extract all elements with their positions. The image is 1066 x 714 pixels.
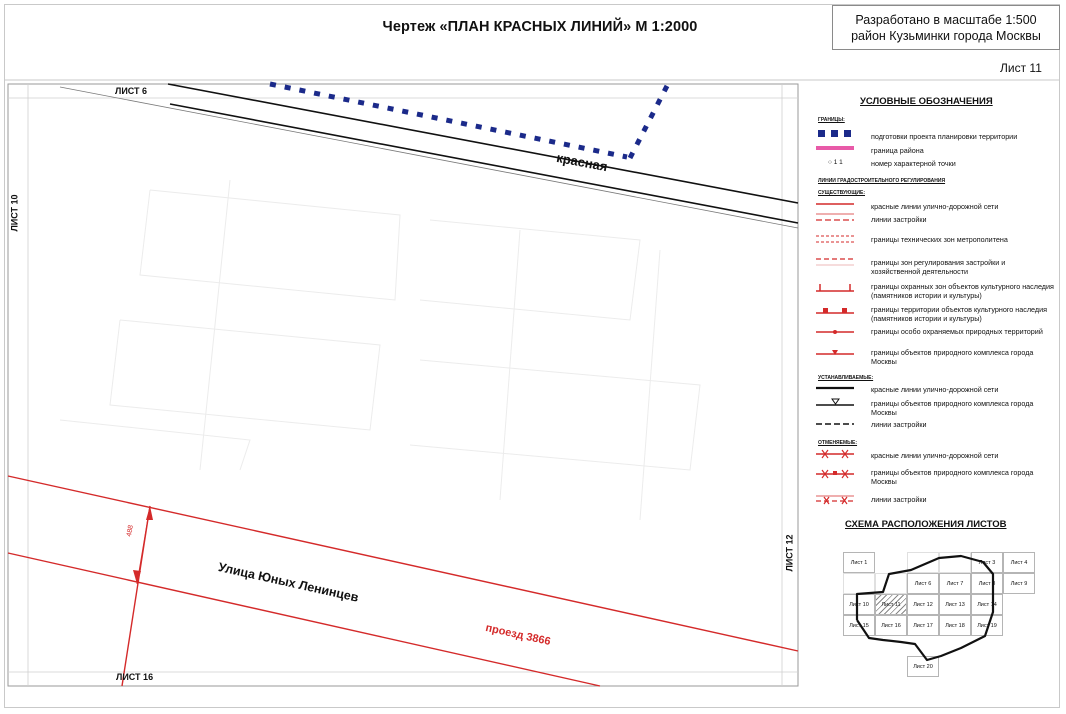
legend-item-existing-0: красные линии улично-дорожной сети [871, 202, 999, 211]
sheet-scheme [843, 552, 1033, 678]
legend-item-existing-4: границы охранных зон объектов культурного наследия (памятников истории и культуры) [871, 282, 1054, 300]
legend-item-existing-2: границы технических зон метрополитена [871, 235, 1008, 244]
scheme-cell: Лист 8 [971, 573, 1003, 594]
legend-section-cancelled: ОТМЕНЯЕМЫЕ: [818, 440, 858, 446]
legend-symbol-nature [816, 347, 854, 361]
legend-item-point: номер характерной точки [871, 159, 956, 168]
legend-section-lines: ЛИНИИ ГРАДОСТРОИТЕЛЬНОГО РЕГУЛИРОВАНИЯ [818, 178, 946, 184]
legend-symbol-red-lines [816, 197, 854, 211]
district-outline [843, 552, 1033, 678]
stamp-line-1: Разработано в масштабе 1:500 [855, 13, 1037, 27]
legend-item-existing-5: границы территории объектов культурного наследия (памятников истории и культуры) [871, 305, 1047, 323]
scheme-cell: Лист 13 [939, 594, 971, 615]
sheet-label-top: ЛИСТ 6 [115, 86, 148, 96]
project-boundary-top [270, 84, 627, 157]
scheme-cell: Лист 9 [1003, 573, 1035, 594]
street-label-krasnaya: красная [555, 150, 609, 175]
legend-symbol-project [816, 127, 854, 141]
scheme-cell: Лист 19 [971, 615, 1003, 636]
black-line-upper [168, 84, 798, 203]
legend-point-symbol: ○ 1 1 [828, 159, 843, 166]
legend-item-established-2: линии застройки [871, 420, 927, 429]
red-line-upper [8, 476, 798, 651]
legend-item-existing-7: границы объектов природного комплекса города Москвы [871, 348, 1034, 366]
project-boundary-diag [630, 84, 668, 158]
legend-item-cancelled-0: красные линии улично-дорожной сети [871, 451, 999, 460]
scheme-cell: Лист 4 [1003, 552, 1035, 573]
legend-symbol-est-red [816, 381, 854, 395]
legend-symbol-cancel-red [816, 447, 854, 461]
legend-symbol-district [816, 141, 854, 155]
scheme-cell: Лист 15 [843, 615, 875, 636]
legend-section-borders: ГРАНИЦЫ: [818, 117, 845, 123]
background-buildings [60, 180, 700, 520]
legend-item-established-0: красные линии улично-дорожной сети [871, 385, 999, 394]
legend-item-existing-1: линии застройки [871, 215, 927, 224]
scheme-cell: Лист 3 [971, 552, 1003, 573]
legend-symbol-heritage-territory [816, 303, 854, 317]
drawing-title: Чертеж «ПЛАН КРАСНЫХ ЛИНИЙ» М 1:2000 [382, 19, 698, 35]
sheet-label-right: ЛИСТ 12 [784, 534, 795, 572]
legend-item-cancelled-1: границы объектов природного комплекса города Москвы [871, 468, 1034, 486]
scheme-cell-current: Лист 11 [875, 594, 907, 615]
scheme-cell: Лист 16 [875, 615, 907, 636]
scheme-cell: Лист 1 [843, 552, 875, 573]
red-line-lower [8, 553, 600, 686]
passage-label: проезд 3866 [484, 622, 552, 649]
legend-item-existing-6: границы особо охраняемых природных территорий [871, 327, 1043, 336]
scheme-cell: Лист 18 [939, 615, 971, 636]
legend-point-label: 1 1 [833, 159, 843, 166]
legend-item-district: граница района [871, 146, 924, 155]
scheme-cell: Лист 10 [843, 594, 875, 615]
legend-symbol-est-building [816, 417, 854, 431]
legend-item-cancelled-2: линии застройки [871, 495, 927, 504]
dimension-label: 488 [126, 524, 135, 538]
scheme-cell: Лист 7 [939, 573, 971, 594]
street-edge-thin [60, 87, 798, 228]
black-line-lower [170, 104, 798, 223]
legend-symbol-metro [816, 232, 854, 246]
scheme-cell: Лист 20 [907, 656, 939, 677]
sheet-label-bottom: ЛИСТ 16 [116, 672, 154, 682]
legend-section-established: УСТАНАВЛИВАЕМЫЕ: [818, 375, 874, 381]
sheet-label-left: ЛИСТ 10 [9, 194, 20, 232]
legend-symbol-protected [816, 325, 854, 339]
scheme-cell: Лист 17 [907, 615, 939, 636]
sheet-number: Лист 11 [1000, 61, 1042, 75]
street-label-main: Улица Юных Ленинцев [216, 560, 360, 605]
scheme-cell: Лист 6 [907, 573, 939, 594]
scheme-title: СХЕМА РАСПОЛОЖЕНИЯ ЛИСТОВ [845, 519, 1007, 530]
legend-symbol-cancel-nature [816, 467, 854, 481]
legend-item-project: подготовки проекта планировки территории [871, 132, 1018, 141]
legend-section-existing: СУЩЕСТВУЮЩИЕ: [818, 190, 866, 196]
legend-symbol-est-nature [816, 396, 854, 410]
legend-title: УСЛОВНЫЕ ОБОЗНАЧЕНИЯ [860, 96, 993, 107]
dimension-line [137, 506, 150, 584]
map-border [8, 84, 798, 686]
scheme-cell: Лист 12 [907, 594, 939, 615]
legend-symbol-zones [816, 255, 854, 269]
legend-item-existing-3: границы зон регулирования застройки и хозяйственной деятельности [871, 258, 1006, 276]
legend-item-established-1: границы объектов природного комплекса города Москвы [871, 399, 1034, 417]
legend-symbol-building-line [816, 210, 854, 224]
scheme-cell: Лист 14 [971, 594, 1003, 615]
legend-symbol-cancel-building [816, 492, 854, 506]
stamp-line-2: район Кузьминки города Москвы [851, 29, 1041, 43]
legend-symbol-heritage-zone [816, 281, 854, 295]
